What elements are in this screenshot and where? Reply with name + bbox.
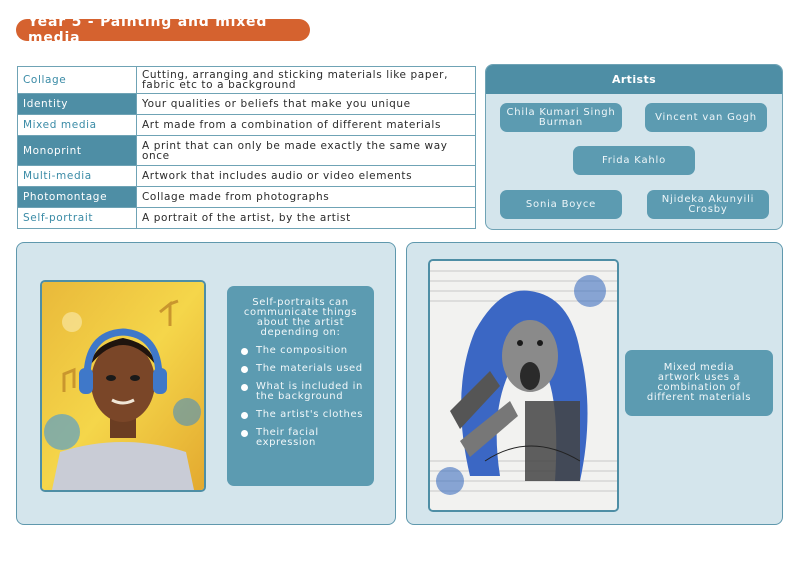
- mixed-media-caption-box: Mixed media artwork uses a combination of different materials: [625, 350, 773, 416]
- bullet-icon: [241, 430, 248, 437]
- vocab-row: [18, 166, 476, 187]
- point-text: The materials used: [256, 363, 363, 374]
- artist-name: Vincent van Gogh: [645, 103, 767, 132]
- vocab-row: [18, 187, 476, 208]
- list-item: [241, 410, 364, 420]
- vocab-term: Photomontage: [18, 187, 137, 208]
- vocab-row: [18, 136, 476, 166]
- vocab-term: Mixed media: [18, 115, 137, 136]
- vocab-row: [18, 67, 476, 94]
- artist-name: Frida Kahlo: [573, 146, 695, 175]
- artists-heading: Artists: [486, 65, 782, 94]
- self-portrait-panel: [16, 242, 396, 525]
- artist-name: Njideka Akunyili Crosby: [647, 190, 769, 219]
- list-item: [241, 382, 364, 402]
- girl-collage-image: [428, 259, 619, 512]
- artist-name: Sonia Boyce: [500, 190, 622, 219]
- artist-name: Chila Kumari Singh Burman: [500, 103, 622, 132]
- self-portrait-points: [227, 346, 374, 448]
- page-title: Year 5 - Painting and mixed media: [16, 19, 310, 41]
- vocab-term: Identity: [18, 94, 137, 115]
- bullet-icon: [241, 412, 248, 419]
- artists-panel: [485, 64, 783, 230]
- vocab-definition: Cutting, arranging and sticking materials like paper, fabric etc to a background: [137, 67, 476, 94]
- point-text: Their facial expression: [256, 427, 319, 448]
- vocab-definition: Art made from a combination of different materials: [137, 115, 476, 136]
- list-item: [241, 428, 364, 448]
- vocab-term: Self-portrait: [18, 208, 137, 229]
- vocab-definition: Artwork that includes audio or video elements: [137, 166, 476, 187]
- vocab-term: Monoprint: [18, 136, 137, 166]
- vocab-definition: Your qualities or beliefs that make you unique: [137, 94, 476, 115]
- bullet-icon: [241, 348, 248, 355]
- vocab-definition: A portrait of the artist, by the artist: [137, 208, 476, 229]
- list-item: [241, 346, 364, 356]
- vocab-term: Collage: [18, 67, 137, 94]
- self-portrait-intro: Self-portraits can communicate things about the artist depending on:: [243, 297, 358, 338]
- vocabulary-table: [17, 66, 476, 229]
- boy-portrait-image: [40, 280, 206, 492]
- vocab-term: Multi-media: [18, 166, 137, 187]
- point-text: What is included in the background: [256, 381, 363, 402]
- vocab-row: [18, 94, 476, 115]
- point-text: The composition: [256, 345, 348, 356]
- point-text: The artist's clothes: [256, 409, 363, 420]
- mixed-media-panel: [406, 242, 783, 525]
- bullet-icon: [241, 366, 248, 373]
- list-item: [241, 364, 364, 374]
- self-portrait-info-box: [227, 286, 374, 486]
- vocab-row: [18, 115, 476, 136]
- vocab-definition: A print that can only be made exactly the same way once: [137, 136, 476, 166]
- vocab-definition: Collage made from photographs: [137, 187, 476, 208]
- vocab-row: [18, 208, 476, 229]
- bullet-icon: [241, 384, 248, 391]
